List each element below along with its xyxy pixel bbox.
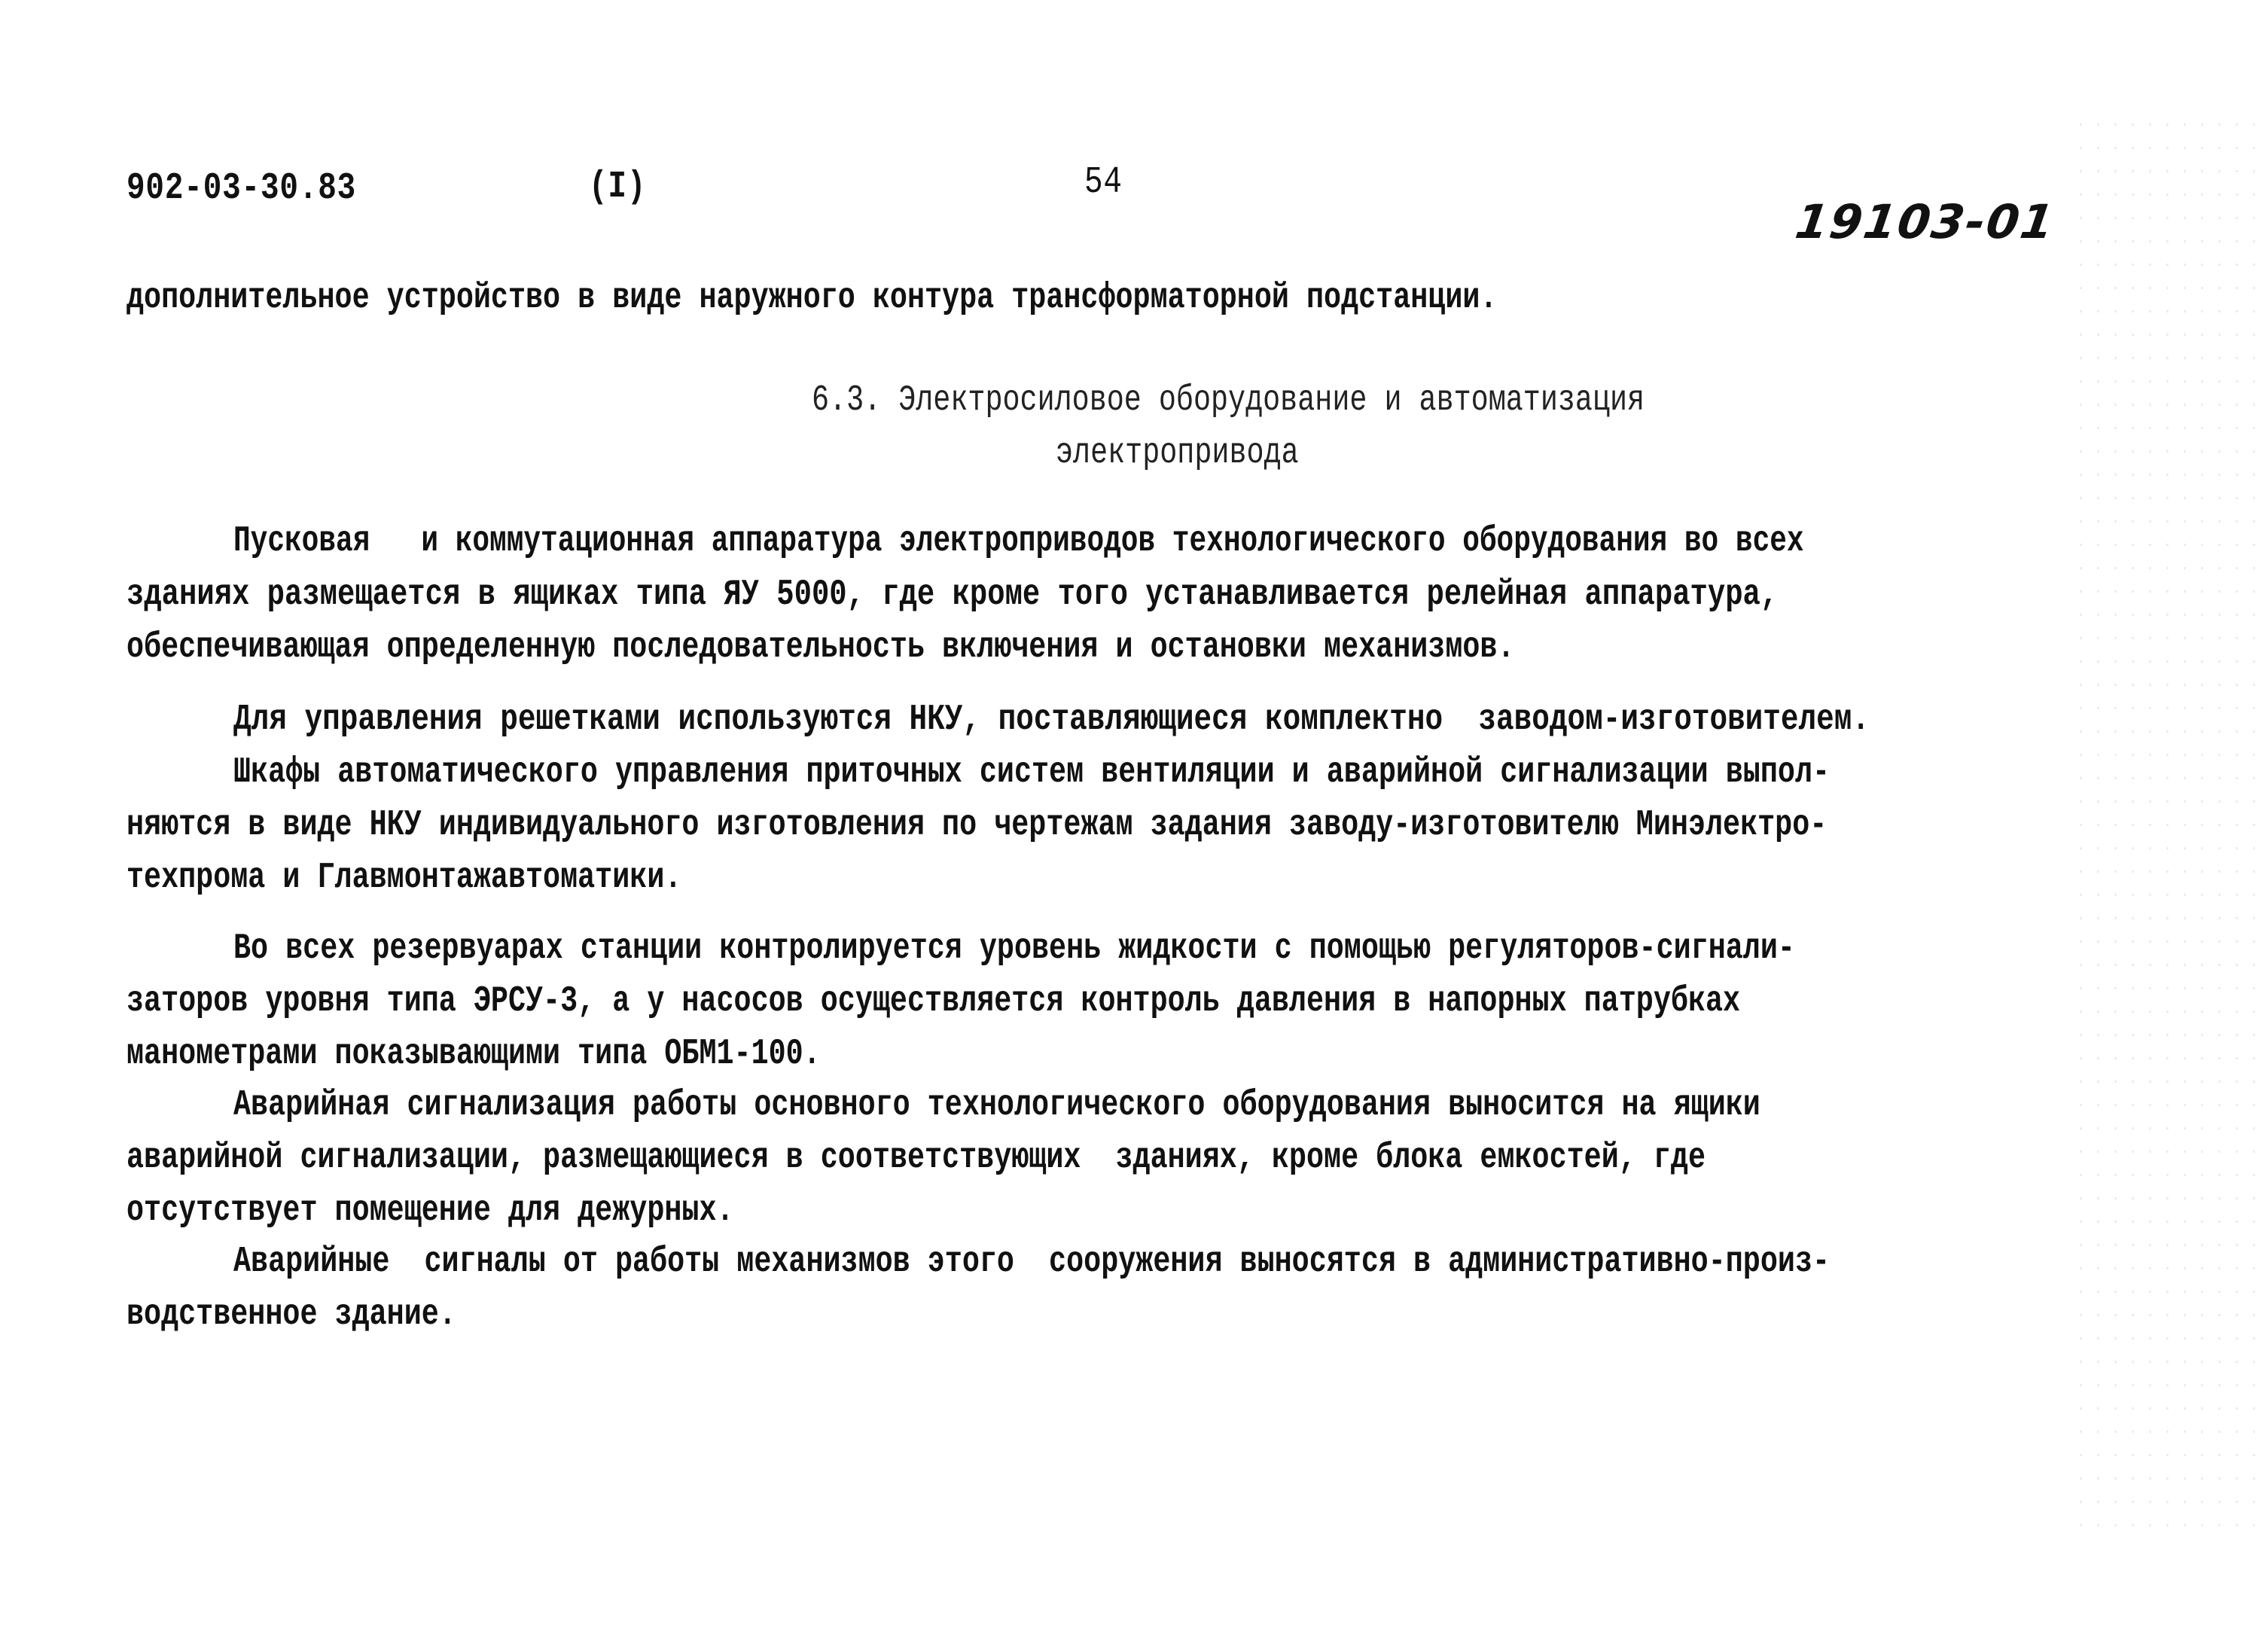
section-title-line-2: электропривода (1056, 433, 1299, 474)
paragraph-3-line-3: техпрома и Главмонтажавтоматики. (127, 858, 682, 898)
paragraph-1-line-3: обеспечивающая определенную последовательность включения и остановки механизмов. (127, 627, 1515, 668)
archive-number-handwritten: 19103-01 (1791, 194, 2059, 249)
paragraph-2-line-1: Для управления решетками используются НКУ, поставляющиеся комплектно заводом-изготовителем. (233, 700, 1870, 740)
paragraph-4-line-1: Во всех резервуарах станции контролируется уровень жидкости с помощью регуляторов-сигнали- (233, 928, 1795, 969)
paragraph-3-line-2: няются в виде НКУ индивидуального изготовления по чертежам задания заводу-изготовителю Минэлектро- (127, 805, 1828, 846)
paragraph-1-line-1: Пусковая и коммутационная аппаратура электроприводов технологического оборудования во всех (233, 521, 1804, 562)
paragraph-6-line-1: Аварийные сигналы от работы механизмов этого сооружения выносятся в административно-произ- (233, 1242, 1831, 1282)
paragraph-3-line-1: Шкафы автоматического управления приточных систем вентиляции и аварийной сигнализации выпол- (233, 752, 1831, 793)
document-code: 902-03-30.83 (127, 167, 357, 210)
paragraph-5-line-1: Аварийная сигнализация работы основного технологического оборудования выносится на ящики (233, 1085, 1760, 1126)
section-title-line-1: 6.3. Электросиловое оборудование и автоматизация (812, 380, 1645, 421)
paragraph-4-line-3: манометрами показывающими типа ОБМ1-100. (127, 1034, 821, 1074)
scan-noise (2072, 113, 2268, 1544)
page-number: 54 (1084, 161, 1123, 204)
intro-line: дополнительное устройство в виде наружного контура трансформаторной подстанции. (127, 278, 1498, 319)
paragraph-1-line-2: зданиях размещается в ящиках типа ЯУ 5000, где кроме того устанавливается релейная аппаратура, (127, 575, 1779, 615)
document-part: (I) (589, 166, 647, 209)
paragraph-5-line-2: аварийной сигнализации, размещающиеся в соответствующих зданиях, кроме блока емкостей, где (127, 1138, 1706, 1178)
paragraph-6-line-2: водственное здание. (127, 1294, 456, 1335)
paragraph-4-line-2: заторов уровня типа ЭРСУ-3, а у насосов осуществляется контроль давления в напорных патрубках (127, 981, 1741, 1022)
paragraph-5-line-3: отсутствует помещение для дежурных. (127, 1190, 734, 1231)
